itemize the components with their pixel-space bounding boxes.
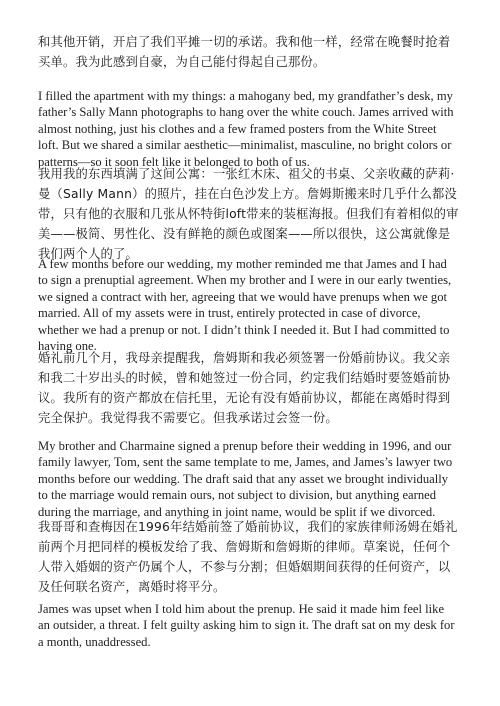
text-line: a month, unaddressed. xyxy=(38,634,151,649)
text-line: 议。我所有的资产都放在信托里，无论有没有婚前协议，都能在离婚时得到 xyxy=(38,391,451,405)
text-line: father’s Sally Mann photographs to hang over the white couch. James arrived with xyxy=(38,105,454,120)
text-line: 我用我的东西填满了这间公寓：一张红木床、祖父的书桌、父亲收藏的萨莉· xyxy=(38,167,455,181)
text-line: 美——极简、男性化、没有鲜艳的颜色或图案——所以很快，这公寓就像是 xyxy=(38,227,451,241)
text-line: we signed a contract with her, agreeing that we would have prenups when we got xyxy=(38,289,448,304)
text-line: 前两个月把同样的模板发给了我、詹姆斯和詹姆斯的律师。草案说，任何个 xyxy=(38,540,451,554)
text-line: 我哥哥和查梅因在1996年结婚前签了婚前协议，我们的家族律师汤姆在婚礼 xyxy=(38,520,458,534)
paragraph-en-2 xyxy=(38,256,451,354)
text-line: 带，只有他的衣服和几张从怀特街loft带来的装框海报。但我们有着相似的审 xyxy=(38,207,459,221)
text-line: 我们两个人的了。 xyxy=(38,247,138,261)
paragraph-zh-2 xyxy=(38,164,459,264)
text-line: 曼（Sally Mann）的照片，挂在白色沙发上方。詹姆斯搬来时几乎什么都没 xyxy=(38,187,458,201)
paragraph-zh-3 xyxy=(38,348,450,428)
text-line: during the marriage, and anything in joint name, would be split if we divorced. xyxy=(38,504,436,519)
text-line: A few months before our wedding, my mother reminded me that James and I had xyxy=(38,257,447,271)
text-line: loft. But we shared a similar aesthetic—minimalist, masculine, no bright colors or xyxy=(38,138,452,153)
text-line: James was upset when I told him about the prenup. He said it made him feel like xyxy=(38,602,445,616)
paragraph-zh-4 xyxy=(38,517,458,597)
text-line: 和我二十岁出头的时候，曾和她签过一份合同，约定我们结婚时要签婚前协 xyxy=(38,371,451,385)
text-line: an outsider, a threat. I felt guilty asking him to sign it. The draft sat on my desk for xyxy=(38,618,455,633)
text-line: married. All of my assets were in trust, entirely protected in case of divorce, xyxy=(38,306,421,321)
paragraph-en-1 xyxy=(38,88,454,170)
text-line: 婚礼前几个月，我母亲提醒我，詹姆斯和我必须签署一份婚前协议。我父亲 xyxy=(38,351,451,365)
text-line: whether we had a prenup or not. I didn’t think I needed it. But I had committed to xyxy=(38,322,450,337)
text-line: 买单。我为此感到自豪，为自己能付得起自己那份。 xyxy=(38,55,326,69)
text-line: My brother and Charmaine signed a prenup before their wedding in 1996, and our xyxy=(38,439,452,453)
text-line: 完全保护。我觉得我不需要它。但我承诺过会签一份。 xyxy=(38,411,338,425)
text-line: 及任何联名资产，离婚时将平分。 xyxy=(38,580,226,594)
text-line: almost nothing, just his clothes and a few framed posters from the White Street xyxy=(38,121,437,136)
paragraph-en-4 xyxy=(38,601,455,650)
text-line: having one. xyxy=(38,339,97,354)
text-line: I filled the apartment with my things: a mahogany bed, my grandfather’s desk, my xyxy=(38,89,453,103)
paragraph-zh-1 xyxy=(38,32,450,72)
text-line: to the marriage would remain ours, not subject to division, but anything earned xyxy=(38,488,437,503)
text-line: patterns—so it soon felt like it belonged to both of us. xyxy=(38,154,310,169)
paragraph-en-3 xyxy=(38,438,452,520)
text-line: family lawyer, Tom, sent the same template to me, James, and James’s lawyer two xyxy=(38,455,453,470)
text-line: 人带入婚姻的资产仍属个人，不参与分割；但婚姻期间获得的任何资产，以 xyxy=(38,560,451,574)
text-line: 和其他开销，开启了我们平摊一切的承诺。我和他一样，经常在晚餐时抢着 xyxy=(38,35,451,49)
text-line: to sign a prenuptial agreement. When my brother and I were in our early twenties, xyxy=(38,273,452,288)
text-line: months before our wedding. The draft said that any asset we brought individually xyxy=(38,471,449,486)
